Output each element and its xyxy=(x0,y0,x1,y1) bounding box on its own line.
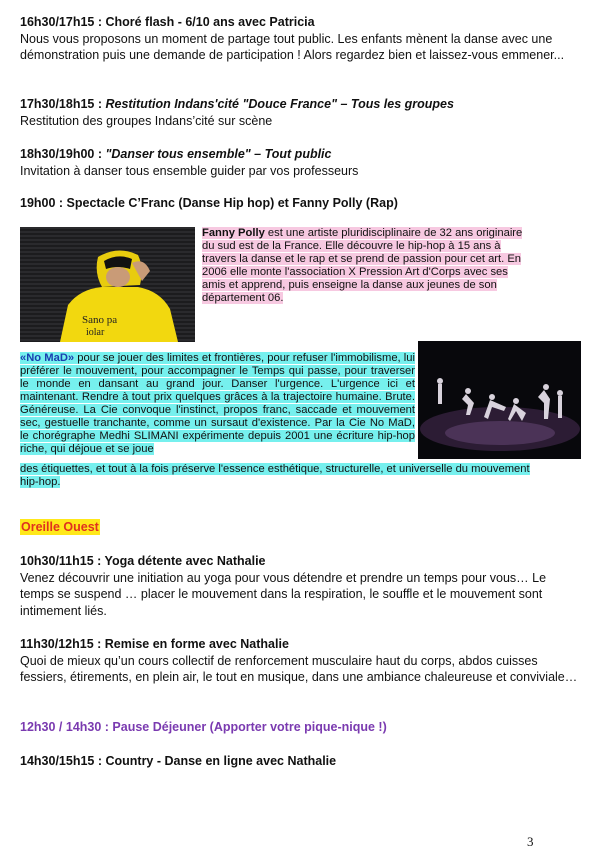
section-restitution xyxy=(20,96,580,129)
nomad-text: pour se jouer des limites et frontières, pour refuser l'immobilisme, lui préférer le mouvement, pour accompagner le Temps qui passe, pour traverser le monde en dansant au grand jour. Danser l'urgence. L'urgence ici et maintenant. Rendre à tout prix quelques grâces à la trajectoire humaine. Brute. Généreuse. La Cie convoque l'instinct, propos franc, saccade et mouvement sec, gestuelle tranchante, comme un sursaut d'existence. Par la Cie No MaD, le chorégraphe Medhi SLIMANI expérimente depuis 2001 une écriture hip-hop riche, qui déjoue et se joue xyxy=(20,352,415,455)
oreille-ouest-heading xyxy=(20,519,580,536)
section-text: Invitation à danser tous ensemble guider par vos professeurs xyxy=(20,163,359,178)
nomad-description xyxy=(20,352,415,456)
section-title-italic: Restitution Indans'cité "Douce France" – Tous les groupes xyxy=(105,97,454,111)
nomad-dancers-illustration xyxy=(418,341,581,459)
svg-text:iolar: iolar xyxy=(86,327,105,338)
section-title: 12h30 / 14h30 : Pause Déjeuner (Apporter votre pique-nique !) xyxy=(20,720,387,734)
section-title: 16h30/17h15 : Choré flash - 6/10 ans avec Patricia xyxy=(20,15,315,29)
section-title: 14h30/15h15 : Country - Danse en ligne avec Nathalie xyxy=(20,754,337,768)
nomad-dancers-photo xyxy=(418,341,581,459)
section-text: Venez découvrir une initiation au yoga pour vous détendre et prendre un temps pour vous… Le temps se suspend … placer le mouvement dans la respiration, le souffle et le mouvement sont intimement liés. xyxy=(20,570,547,618)
section-title: 19h00 : Spectacle C’Franc (Danse Hip hop) et Fanny Polly (Rap) xyxy=(20,196,398,210)
section-text: Restitution des groupes Indans’cité sur scène xyxy=(20,113,273,128)
section-danser-ensemble xyxy=(20,146,580,179)
section-title-italic: "Danser tous ensemble" – Tout public xyxy=(105,147,332,161)
nomad-text-wide: des étiquettes, et tout à la fois préserve l'essence esthétique, structurelle, et universelle du mouvement hip-hop. xyxy=(20,463,530,488)
page-number: 3 xyxy=(527,834,534,849)
section-title xyxy=(20,96,580,113)
section-time: 17h30/18h15 : xyxy=(20,97,106,111)
section-chore-flash xyxy=(20,14,580,64)
section-text: Nous vous proposons un moment de partage tout public. Les enfants mènent la danse avec une démonstration puis une demande de participation ! Alors regardez bien et laissez-vous emmener... xyxy=(20,31,565,62)
section-remise-en-forme xyxy=(20,636,580,686)
section-spectacle xyxy=(20,195,580,212)
section-yoga xyxy=(20,553,580,619)
nomad-name: «No MaD» xyxy=(20,352,75,364)
fanny-polly-photo xyxy=(20,227,195,342)
section-country xyxy=(20,753,580,770)
section-title xyxy=(20,146,580,163)
section-pause xyxy=(20,719,580,736)
fanny-polly-bio xyxy=(202,227,532,305)
fanny-polly-illustration xyxy=(20,227,195,342)
section-title: 10h30/11h15 : Yoga détente avec Nathalie xyxy=(20,554,266,568)
svg-text:Sano pa: Sano pa xyxy=(82,314,118,326)
fanny-polly-name: Fanny Polly xyxy=(202,227,265,239)
oreille-ouest-label: Oreille Ouest xyxy=(21,520,99,534)
fanny-polly-text: est une artiste pluridisciplinaire de 32 ans originaire du sud est de la France. Elle découvre le hip-hop à 15 ans à travers la danse et le rap et se prend de passion pour cet art. En 2006 elle monte l'association X Pression Art d'Corps avec ses amis et apprend, puis enseigne la danse aux jeunes de son département 06. xyxy=(202,227,523,304)
nomad-description-continued xyxy=(20,463,536,489)
section-time: 18h30/19h00 : xyxy=(20,147,106,161)
section-title: 11h30/12h15 : Remise en forme avec Nathalie xyxy=(20,637,289,651)
section-text: Quoi de mieux qu’un cours collectif de renforcement musculaire haut du corps, abdos cuisses fessiers, étirements, en plein air, le tout en musique, dans une ambiance chaleureuse et conviviale… xyxy=(20,653,578,684)
